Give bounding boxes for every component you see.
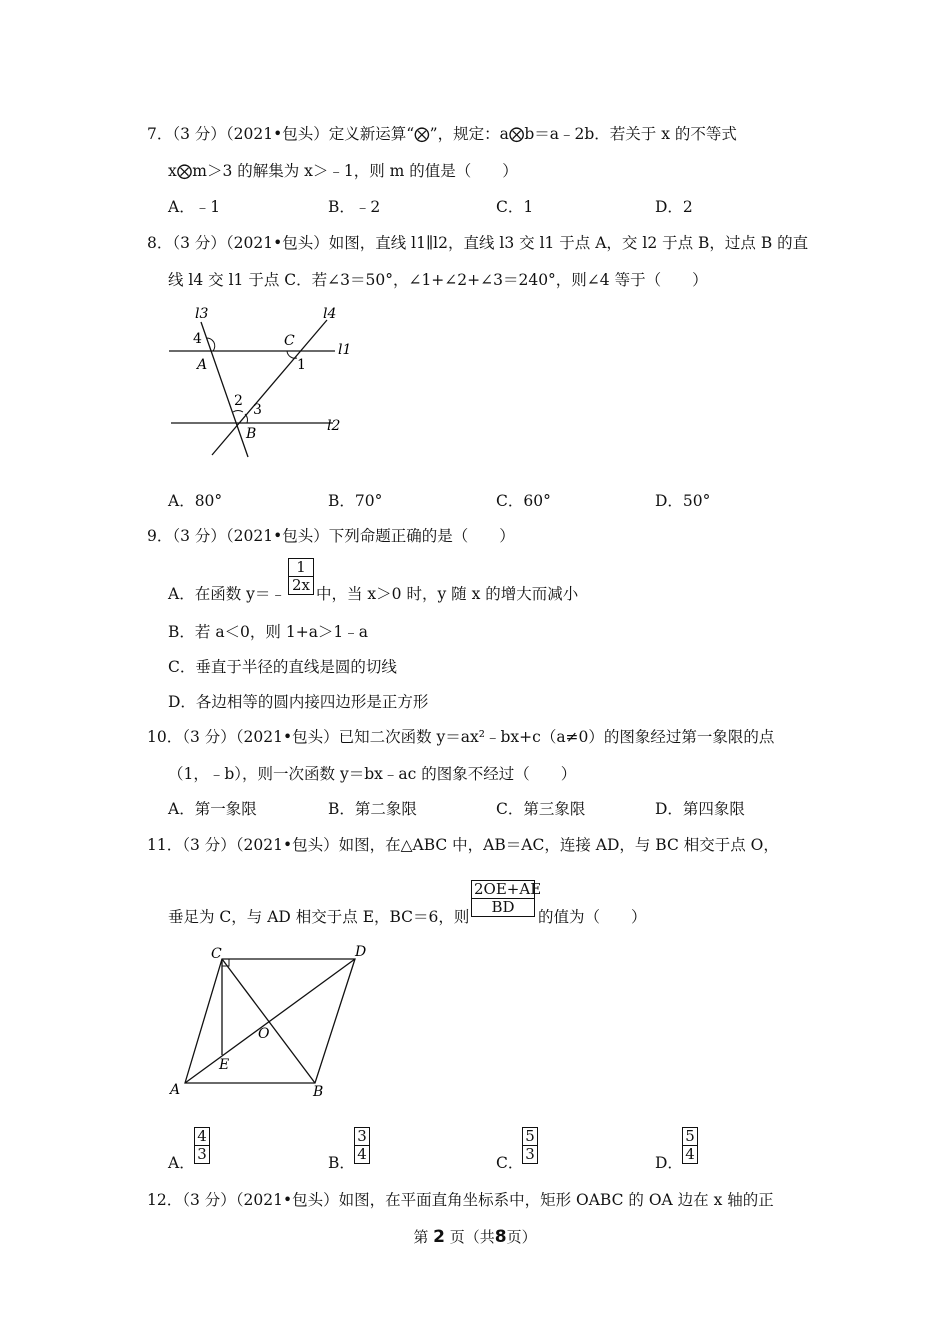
q11-option-a-numerator: 4 [194,1127,210,1145]
q11-fraction-numerator: 2OE+AE [471,880,535,898]
q7-line2: x⨂m＞3 的解集为 x＞﹣1，则 m 的值是（ ） [168,162,518,180]
label-B: B [313,1084,324,1100]
label-O: O [258,1026,270,1042]
q9-option-a-prefix: A．在函数 y＝﹣ [168,585,286,603]
q11-fraction-denominator: BD [471,898,535,917]
label-A: A [197,357,208,373]
label-A: A [170,1082,181,1098]
q11-figure [165,940,375,1102]
q11-option-b-letter: B． [328,1154,355,1172]
q11-option-c-numerator: 5 [522,1127,538,1145]
diagonal-cb [222,959,315,1083]
label-l4: l4 [323,306,337,322]
label-l2: l2 [327,418,341,434]
label-E: E [219,1057,230,1073]
label-D: D [355,944,367,960]
q11-option-c-denominator: 3 [522,1145,538,1164]
footer-total-pages: 8 [494,1227,507,1247]
q8-figure [165,300,365,465]
label-C: C [211,946,222,962]
q11-option-b-denominator: 4 [354,1145,370,1164]
q11-line2-prefix: 垂足为 C，与 AD 相交于点 E，BC＝6，则 [168,908,470,926]
q11-option-d-numerator: 5 [682,1127,698,1145]
footer-page-number: 2 [433,1227,445,1247]
q10-line2: （1，﹣b），则一次函数 y＝bx﹣ac 的图象不经过（ ） [168,765,577,783]
q9-option-c: C．垂直于半径的直线是圆的切线 [168,658,397,676]
q11-fraction [471,880,542,917]
label-1: 1 [297,357,306,373]
q10-option-a: A．第一象限 [168,800,257,818]
label-C: C [284,333,295,349]
q9-option-a-suffix: 中，当 x＞0 时，y 随 x 的增大而减小 [316,585,579,603]
q11-option-d-denominator: 4 [682,1145,698,1164]
diagonal-ad [185,959,355,1083]
page-footer [0,1226,950,1247]
q8-line2: 线 l4 交 l1 于点 C．若∠3＝50°，∠1+∠2+∠3＝240°，则∠4 等于（ ） [168,271,708,289]
q7-option-d: D．2 [655,198,693,216]
q8-option-b: B．70° [328,492,383,510]
q9-fraction-denominator: 2x [288,576,314,595]
q11-option-c-fraction [522,1127,538,1164]
q12-line1: 12．（3 分）（2021•包头）如图，在平面直角坐标系中，矩形 OABC 的 OA 边在 x 轴的正 [147,1191,774,1209]
q11-option-c-letter: C． [496,1154,524,1172]
q7-line1: 7．（3 分）（2021•包头）定义新运算“⨂”，规定：a⨂b＝a﹣2b．若关于 x 的不等式 [147,125,737,143]
q10-option-d: D．第四象限 [655,800,745,818]
q11-option-a-denominator: 3 [194,1145,210,1164]
q9-fraction [288,558,314,595]
label-B: B [246,426,257,442]
label-l3: l3 [195,306,209,322]
q9-option-d: D．各边相等的圆内接四边形是正方形 [168,693,429,711]
q7-option-b: B．﹣2 [328,198,381,216]
q10-line1: 10．（3 分）（2021•包头）已知二次函数 y＝ax²﹣bx+c（a≠0）的图象经过第一象限的点 [147,728,775,746]
q9-fraction-numerator: 1 [288,558,314,576]
footer-middle: 页（共 [449,1228,495,1246]
q11-option-b-numerator: 3 [354,1127,370,1145]
label-2: 2 [234,393,243,409]
q8-option-c: C．60° [496,492,551,510]
q10-option-c: C．第三象限 [496,800,586,818]
line-l3 [201,322,248,457]
q11-option-b-fraction [354,1127,370,1164]
q8-option-a: A．80° [168,492,223,510]
footer-prefix: 第 [413,1228,429,1246]
line-l4 [212,320,327,455]
q9-line1: 9．（3 分）（2021•包头）下列命题正确的是（ ） [147,527,515,545]
q11-option-a-fraction [194,1127,210,1164]
label-l1: l1 [338,342,352,358]
q10-option-b: B．第二象限 [328,800,417,818]
q11-option-d-fraction [682,1127,698,1164]
q8-option-d: D．50° [655,492,711,510]
label-4: 4 [193,331,202,347]
q9-option-b: B．若 a＜0，则 1+a＞1﹣a [168,623,369,641]
label-3: 3 [253,402,262,418]
q7-option-c: C．1 [496,198,534,216]
q11-line2-suffix: 的值为（ ） [538,908,647,926]
q11-line1: 11．（3 分）（2021•包头）如图，在△ABC 中，AB＝AC，连接 AD，与 BC 相交于点 O， [147,836,779,854]
q7-option-a: A．﹣1 [168,198,221,216]
angle-2-arc [233,410,243,412]
footer-suffix: 页） [506,1228,537,1246]
q8-line1: 8．（3 分）（2021•包头）如图，直线 l1∥l2，直线 l3 交 l1 于点 A，交 l2 于点 B，过点 B 的直 [147,234,809,252]
q11-option-a-letter: A． [168,1154,195,1172]
q11-option-d-letter: D． [655,1154,683,1172]
